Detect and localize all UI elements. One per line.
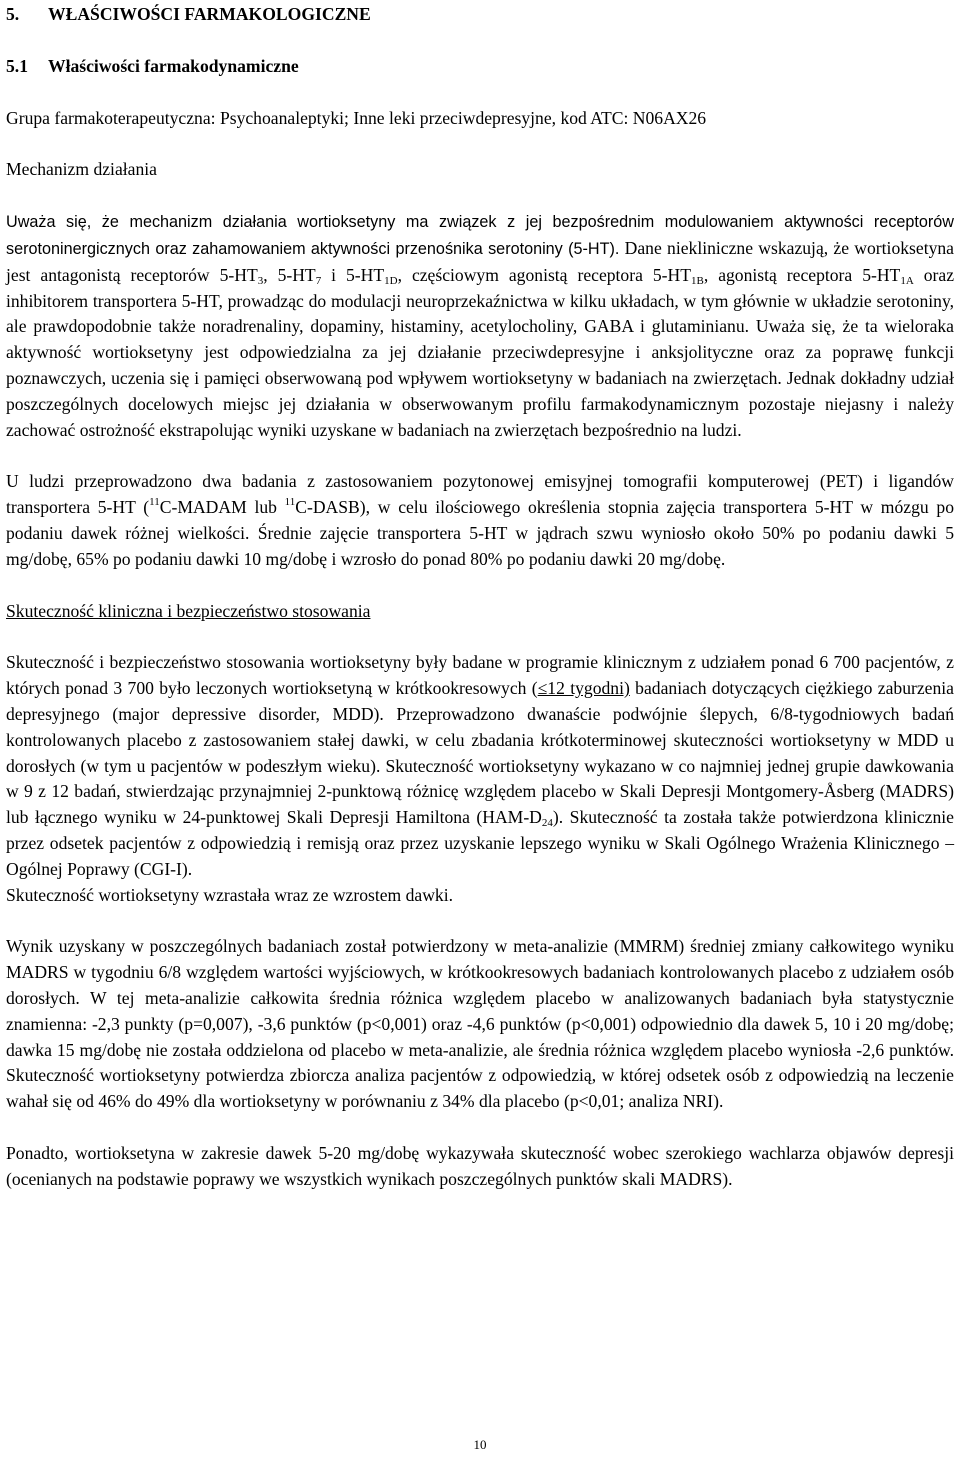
mechanism-text-c: i 5-HT bbox=[321, 264, 385, 285]
subscript: 1D bbox=[384, 274, 398, 287]
mechanism-text-d: , częściowym agonistą receptora 5-HT bbox=[397, 264, 691, 285]
pharmacotherapeutic-group: Grupa farmakoterapeutyczna: Psychoanaleptyki; Inne leki przeciwdepresyjne, kod ATC: N06AX26 bbox=[6, 107, 707, 128]
mechanism-paragraph-1 bbox=[6, 209, 954, 443]
efficacy-text-a: Skuteczność i bezpieczeństwo stosowania wortioksetyny były badane w programie klinicznym z udziałem ponad 6 700 pacjentów, z których ponad 3 700 było leczonych wortioksetyną w krótkookresowych ( bbox=[6, 652, 954, 699]
subscript: 1B bbox=[690, 274, 704, 287]
efficacy-heading bbox=[6, 599, 954, 625]
mechanism-text-a: Dane niekliniczne wskazują, że wortioksetyna jest antagonistą receptorów 5-HT bbox=[6, 237, 954, 285]
section-heading bbox=[6, 2, 954, 28]
subscript: 24 bbox=[541, 817, 553, 830]
superscript: 11 bbox=[149, 496, 160, 509]
document-page bbox=[6, 0, 954, 1192]
subscript: 3 bbox=[257, 274, 264, 287]
page-number: 10 bbox=[473, 1437, 487, 1452]
section-number: 5. bbox=[6, 4, 20, 24]
efficacy-text-b: badaniach dotyczących ciężkiego zaburzenia depresyjnego (major depressive disorder, MDD). Przeprowadzono dwanaście podwójnie ślepych, 6/8-tygodniowych badań kontrolowanych placebo z zastosowaniem stałej dawki, w celu zbadania krótkoterminowej skuteczności wortioksetyny w MDD u dorosłych (w tym u pacjentów w podeszłym wieku). Skuteczność wortioksetyny wykazano w co najmniej jednej grupie dawkowania w 9 z 12 badań, stwierdzając przynajmniej 2-punktową różnicę względem placebo w Skali Depresji Montgomery-Åsberg (MADRS) lub łącznego wyniku w 24-punktowej Skali Depresji Hamiltona (HAM-D bbox=[6, 678, 954, 828]
mechanism-text-f: oraz inhibitorem transportera 5-HT, prowadząc do modulacji neuroprzekaźnictwa w kilku układach, w tym głównie w układzie serotoniny, ale prawdopodobnie także noradrenaliny, dopaminy, histaminy, acetylocholiny, GABA i glutaminianu. Uważa się, że ta wieloraka aktywność wortioksetyny jest odpowiedzialna za jej działanie przeciwdepresyjne i anksjolityczne oraz za poprawę funkcji poznawczych, uczenia się i pamięci obserwowaną pod wpływem wortioksetyny w badaniach na zwierzętach. Jednak dokładny udział poszczególnych docelowych miejsc jej działania w obserwowanym profilu farmakodynamicznym pozostaje niejasny i należy zachować ostrożność ekstrapolując wyniki uzyskane w badaniach na zwierzętach bezpośrednio na ludzi. bbox=[6, 264, 955, 440]
mechanism-paragraph-2 bbox=[6, 469, 954, 572]
subsection-number: 5.1 bbox=[6, 55, 28, 76]
subsection-heading bbox=[6, 54, 954, 80]
mechanism-intro-text: Uważa się, że mechanizm działania wortioksetyny ma związek z jej bezpośrednim modulowaniem aktywności receptorów serotoninergicznych oraz zahamowaniem aktywności przenośnika serotoniny (5-HT). bbox=[6, 213, 954, 258]
pet-text-b: C-MADAM lub bbox=[159, 497, 285, 518]
mechanism-text-b: , 5-HT bbox=[263, 264, 316, 285]
efficacy-paragraph-3: Ponadto, wortioksetyna w zakresie dawek 5-20 mg/dobę wykazywała skuteczność wobec szerokiego wachlarza objawów depresji (ocenianych na podstawie poprawy we wszystkich wynikach poszczególnych punktów skali MADRS). bbox=[6, 1142, 954, 1189]
superscript: 11 bbox=[284, 496, 296, 509]
efficacy-paragraph-2: Wynik uzyskany w poszczególnych badaniach został potwierdzony w meta-analizie (MMRM) średniej zmiany całkowitego wyniku MADRS w tygodniu 6/8 względem wartości wyjściowych, w krótkookresowych badaniach kontrolowanych placebo z udziałem osób dorosłych. W tej meta-analizie całkowita średnia różnica względem placebo w analizowanych badaniach była statystycznie znamienna: -2,3 punkty (p=0,007), -3,6 punktów (p<0,001) oraz -4,6 punktów (p<0,001) odpowiednio dla dawek 5, 10 i 20 mg/dobę; dawka 15 mg/dobę nie została oddzielona od placebo w meta-analizie, ale średnia różnica względem placebo wyniosła -2,6 punktów. Skuteczność wortioksetyny potwierdza zbiorcza analiza pacjentów z odpowiedzią, w której odsetek osób z odpowiedzią na leczenie wahał się od 46% do 49% dla wortioksetyny w porównaniu z 34% dla placebo (p<0,01; analiza NRI). bbox=[6, 936, 954, 1112]
subscript: 1A bbox=[900, 274, 914, 287]
pet-text-c: C-DASB), w celu ilościowego określenia stopnia zajęcia transportera 5-HT w mózgu po podaniu dawek różnej wielkości. Średnie zajęcie transportera 5-HT w jądrach szwu wyniosło około 50% po podaniu dawki 5 mg/dobę, 65% po podaniu dawki 10 mg/dobę i wzrosło do ponad 80% po podaniu dawki 20 mg/dobę. bbox=[6, 497, 954, 569]
pet-text-a: U ludzi przeprowadzono dwa badania z zastosowaniem pozytonowej emisyjnej tomografii komputerowej (PET) i ligandów transportera 5-HT ( bbox=[6, 471, 954, 518]
section-title: WŁAŚCIWOŚCI FARMAKOLOGICZNE bbox=[48, 4, 371, 24]
mechanism-text-e: , agonistą receptora 5-HT bbox=[703, 264, 901, 285]
mechanism-heading: Mechanizm działania bbox=[6, 159, 157, 180]
efficacy-dose-response: Skuteczność wortioksetyny wzrastała wraz ze wzrostem dawki. bbox=[6, 884, 454, 905]
subscript: 7 bbox=[315, 274, 322, 287]
efficacy-text-c: ). Skuteczność ta została także potwierdzona klinicznie przez odsetek pacjentów z odpowiedzią i remisją oraz przez uzyskanie lepszego wyniku w Skali Ogólnego Wrażenia Klinicznego – Ogólnej Poprawy (CGI-I). bbox=[6, 807, 954, 879]
subsection-title: Właściwości farmakodynamiczne bbox=[48, 55, 299, 76]
efficacy-paragraph-1 bbox=[6, 650, 954, 882]
efficacy-duration: ≤12 tygodni) bbox=[537, 678, 630, 699]
efficacy-heading-text: Skuteczność kliniczna i bezpieczeństwo stosowania bbox=[6, 600, 371, 621]
